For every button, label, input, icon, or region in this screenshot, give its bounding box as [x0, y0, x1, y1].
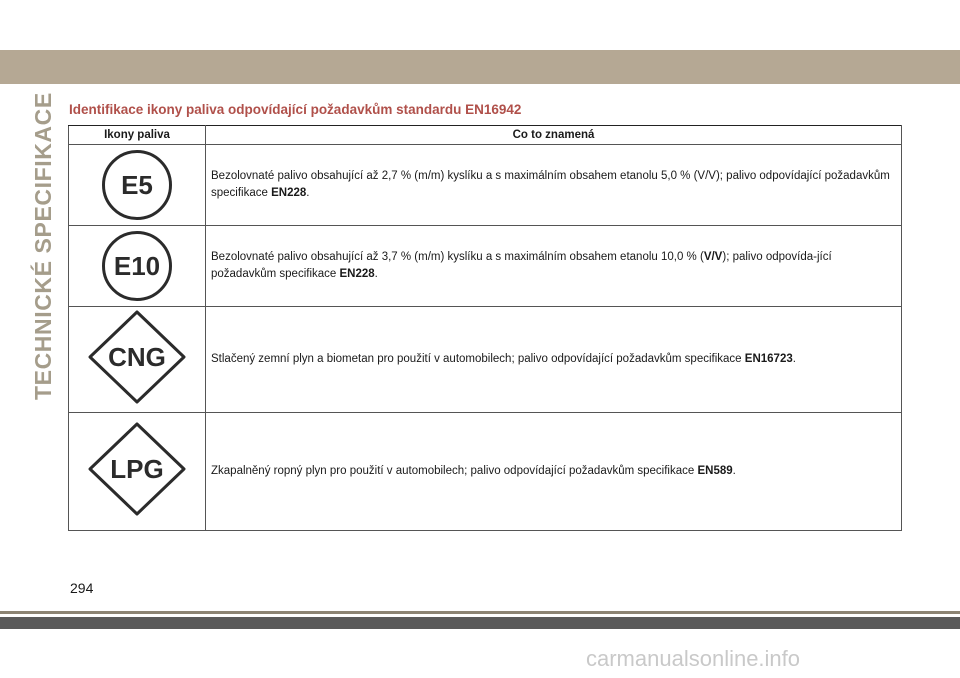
table-row	[69, 307, 902, 413]
e10-fuel-icon: E10	[102, 231, 172, 301]
description-text: Stlačený zemní plyn a biometan pro použití v automobilech; palivo odpovídající požadavkům specifikace	[211, 353, 745, 365]
section-heading: Identifikace ikony paliva odpovídající požadavkům standardu EN16942	[69, 102, 522, 117]
table-row	[69, 226, 902, 307]
top-decorative-band	[0, 50, 960, 84]
column-header-icons: Ikony paliva	[69, 126, 206, 145]
description-cell	[206, 145, 902, 226]
watermark: carmanualsonline.info	[586, 646, 801, 671]
icon-cell	[69, 145, 206, 226]
page-number: 294	[70, 580, 94, 596]
unit-code: V/V	[703, 251, 723, 263]
bottom-decorative-band	[0, 617, 960, 629]
bottom-divider-line	[0, 611, 960, 614]
cng-fuel-icon	[87, 309, 187, 405]
description-text: .	[306, 187, 310, 199]
standard-code: EN589	[697, 465, 733, 477]
icon-cell	[69, 226, 206, 307]
table-header-row	[69, 126, 902, 145]
e5-fuel-icon: E5	[102, 150, 172, 220]
icon-cell	[69, 307, 206, 413]
description-text: .	[732, 465, 736, 477]
side-section-title: TECHNICKÉ SPECIFIKACE	[30, 92, 56, 400]
standard-code: EN228	[339, 268, 375, 280]
description-cell	[206, 307, 902, 413]
description-text: ); palivo odpovída-jící požadavkům specifikace	[211, 251, 832, 280]
icon-cell	[69, 413, 206, 531]
description-text: Bezolovnaté palivo obsahující až 3,7 % (m/m) kyslíku a s maximálním obsahem etanolu 10,0 % (	[211, 251, 704, 263]
description-text: Zkapalněný ropný plyn pro použití v automobilech; palivo odpovídající požadavkům specifikace	[211, 465, 698, 477]
description-cell	[206, 226, 902, 307]
fuel-icons-table	[68, 125, 902, 531]
standard-code: EN228	[271, 187, 307, 199]
lpg-fuel-icon	[87, 421, 187, 517]
column-header-meaning: Co to znamená	[206, 126, 902, 145]
description-text: .	[792, 353, 796, 365]
lpg-icon-label: LPG	[110, 453, 164, 484]
description-cell	[206, 413, 902, 531]
table-row	[69, 145, 902, 226]
standard-code: EN16723	[744, 353, 793, 365]
description-text: .	[374, 268, 378, 280]
description-text: Bezolovnaté palivo obsahující až 2,7 % (m/m) kyslíku a s maximálním obsahem etanolu 5,0 % (V/V); palivo odpovídající požadavkům specifikace	[211, 170, 890, 199]
table-row	[69, 413, 902, 531]
cng-icon-label: CNG	[108, 341, 166, 372]
